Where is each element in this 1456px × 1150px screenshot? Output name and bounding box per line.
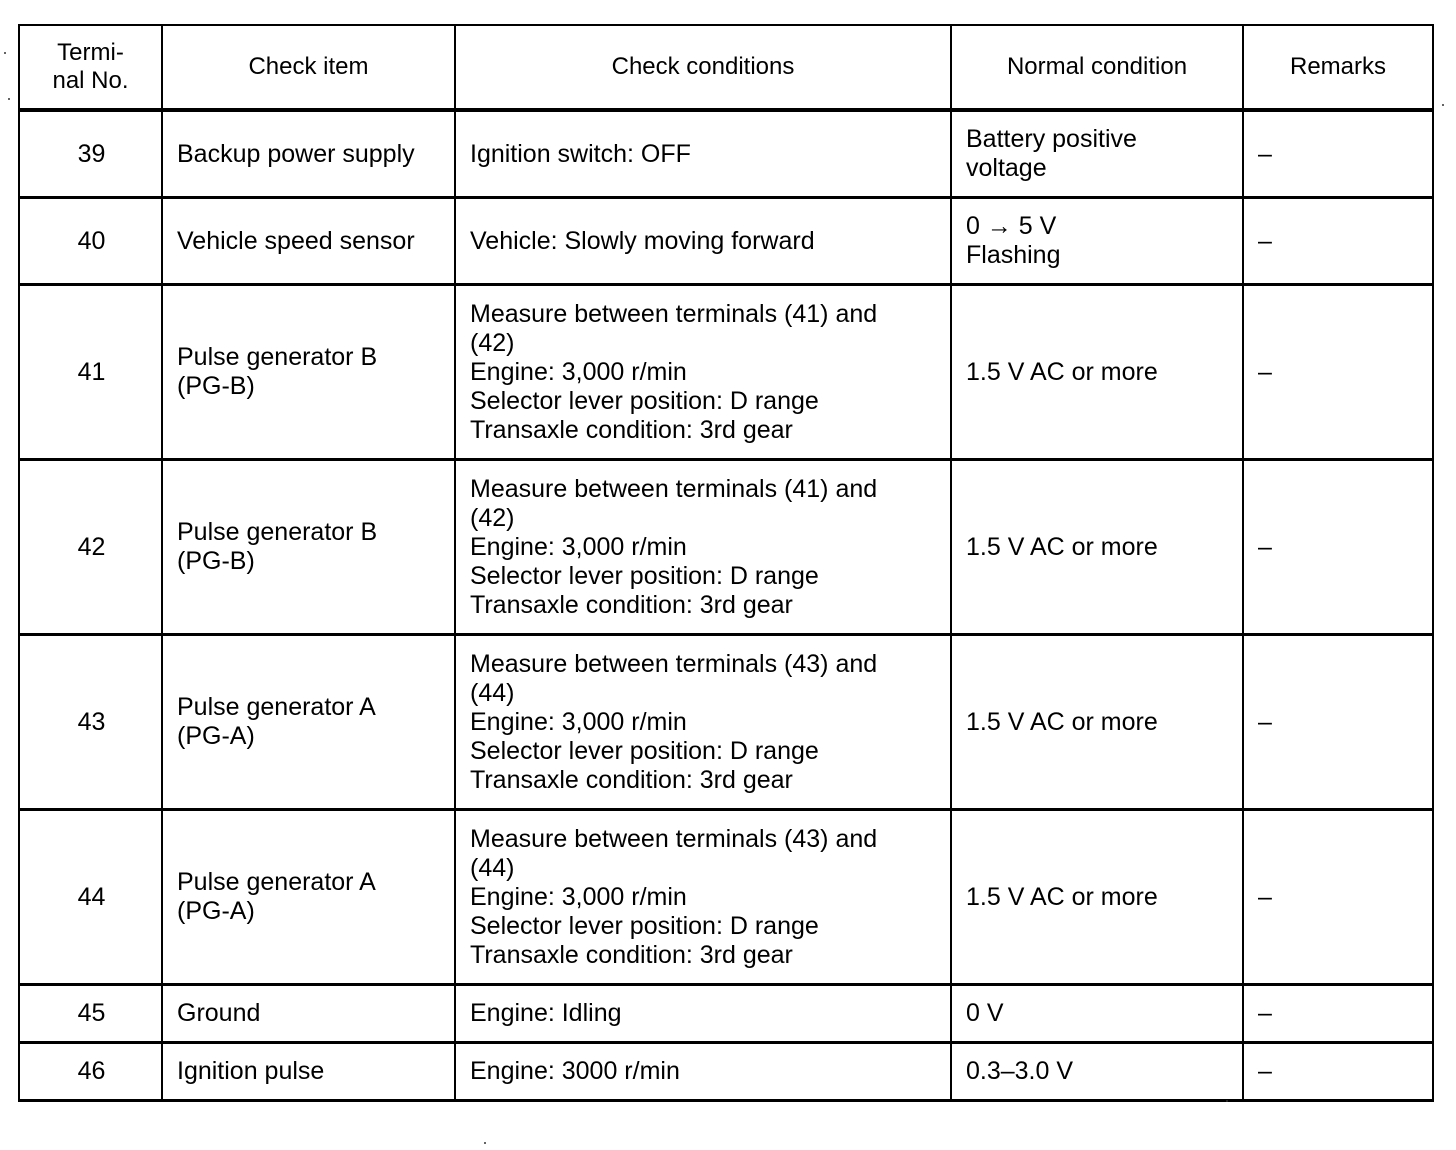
check-table-sheet — [18, 24, 1432, 1102]
terminal-number: 43 — [19, 635, 162, 810]
terminal-number: 39 — [19, 110, 162, 198]
terminal-check-table — [18, 24, 1434, 1102]
remarks: – — [1243, 985, 1433, 1043]
header-check-item: Check item — [162, 25, 455, 110]
check-item: Backup power supply — [162, 110, 455, 198]
remarks: – — [1243, 810, 1433, 985]
table-row — [19, 460, 1433, 635]
scan-speck — [1442, 104, 1444, 106]
terminal-number: 42 — [19, 460, 162, 635]
remarks: – — [1243, 110, 1433, 198]
remarks: – — [1243, 635, 1433, 810]
normal-condition: 1.5 V AC or more — [951, 285, 1243, 460]
remarks: – — [1243, 285, 1433, 460]
scan-speck — [8, 98, 10, 100]
scan-speck — [1226, 1100, 1228, 1102]
terminal-number: 45 — [19, 985, 162, 1043]
remarks: – — [1243, 198, 1433, 285]
terminal-number: 40 — [19, 198, 162, 285]
header-check-conditions: Check conditions — [455, 25, 951, 110]
normal-condition: 0 V — [951, 985, 1243, 1043]
header-normal-condition: Normal condition — [951, 25, 1243, 110]
table-row — [19, 635, 1433, 810]
check-conditions: Engine: 3000 r/min — [455, 1043, 951, 1101]
scan-speck — [4, 52, 6, 54]
remarks: – — [1243, 460, 1433, 635]
table-row — [19, 285, 1433, 460]
normal-condition: 0 → 5 V Flashing — [951, 198, 1243, 285]
check-conditions: Engine: Idling — [455, 985, 951, 1043]
check-conditions: Ignition switch: OFF — [455, 110, 951, 198]
header-remarks: Remarks — [1243, 25, 1433, 110]
check-conditions: Measure between terminals (43) and (44) Engine: 3,000 r/min Selector lever position: D range Transaxle condition: 3rd gear — [455, 810, 951, 985]
check-item: Pulse generator A (PG-A) — [162, 810, 455, 985]
normal-condition: 1.5 V AC or more — [951, 635, 1243, 810]
table-header-row — [19, 25, 1433, 110]
table-row — [19, 1043, 1433, 1101]
check-item: Pulse generator B (PG-B) — [162, 285, 455, 460]
check-item: Ignition pulse — [162, 1043, 455, 1101]
header-terminal-no: Termi- nal No. — [19, 25, 162, 110]
check-conditions: Measure between terminals (43) and (44) Engine: 3,000 r/min Selector lever position: D range Transaxle condition: 3rd gear — [455, 635, 951, 810]
scan-speck — [484, 1142, 486, 1144]
normal-condition: Battery positive voltage — [951, 110, 1243, 198]
table-row — [19, 985, 1433, 1043]
check-item: Vehicle speed sensor — [162, 198, 455, 285]
check-conditions: Measure between terminals (41) and (42) Engine: 3,000 r/min Selector lever position: D range Transaxle condition: 3rd gear — [455, 460, 951, 635]
normal-condition: 0.3–3.0 V — [951, 1043, 1243, 1101]
terminal-number: 44 — [19, 810, 162, 985]
terminal-number: 41 — [19, 285, 162, 460]
normal-condition: 1.5 V AC or more — [951, 810, 1243, 985]
check-conditions: Measure between terminals (41) and (42) Engine: 3,000 r/min Selector lever position: D range Transaxle condition: 3rd gear — [455, 285, 951, 460]
check-item: Ground — [162, 985, 455, 1043]
table-row — [19, 810, 1433, 985]
terminal-number: 46 — [19, 1043, 162, 1101]
normal-condition: 1.5 V AC or more — [951, 460, 1243, 635]
table-row — [19, 110, 1433, 198]
check-conditions: Vehicle: Slowly moving forward — [455, 198, 951, 285]
check-item: Pulse generator A (PG-A) — [162, 635, 455, 810]
check-item: Pulse generator B (PG-B) — [162, 460, 455, 635]
remarks: – — [1243, 1043, 1433, 1101]
table-row — [19, 198, 1433, 285]
